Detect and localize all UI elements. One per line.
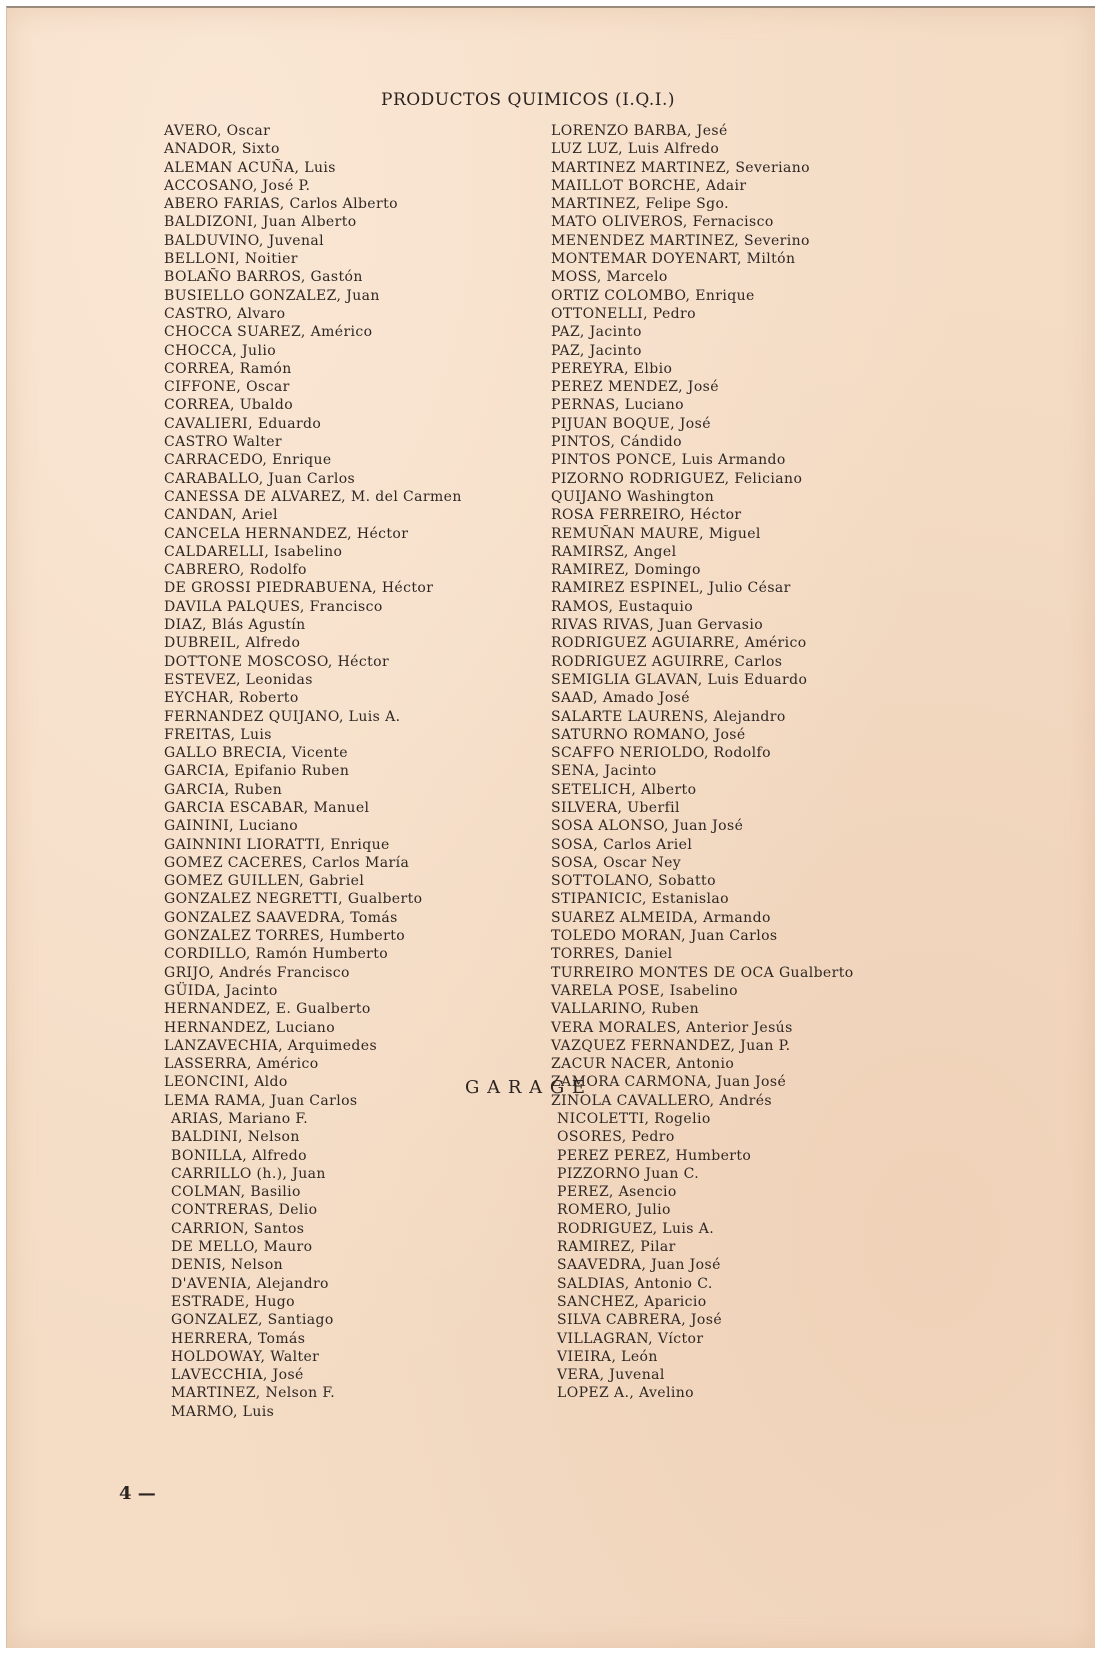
employee-name: MARTINEZ, Felipe Sgo. [551,196,729,213]
employee-name: BALDUVINO, Juvenal [164,232,325,249]
employee-name: BONILLA, Alfredo [171,1147,307,1164]
employee-name: QUIJANO Washington [551,488,715,505]
employee-name: BUSIELLO GONZALEZ, Juan [164,287,380,304]
employee-name: RODRIGUEZ, Luis A. [557,1220,715,1237]
employee-name: RODRIGUEZ AGUIRRE, Carlos [551,653,783,670]
employee-name: CHOCCA, Julio [164,342,277,359]
employee-name: FERNANDEZ QUIJANO, Luis A. [164,708,401,725]
employee-name: CONTRERAS, Delio [171,1202,318,1219]
employee-name: HERNANDEZ, E. Gualberto [164,1001,371,1018]
employee-name: CORREA, Ubaldo [164,397,294,414]
employee-name: BELLONI, Noitier [164,251,298,268]
document-page [6,6,1095,1648]
employee-name: OTTONELLI, Pedro [551,305,696,322]
employee-name: SCAFFO NERIOLDO, Rodolfo [551,745,771,762]
employee-name: DOTTONE MOSCOSO, Héctor [164,653,390,670]
employee-name: PEREZ PEREZ, Humberto [557,1147,752,1164]
employee-name: GONZALEZ TORRES, Humberto [164,928,406,945]
employee-name: CALDARELLI, Isabelino [164,543,343,560]
employee-name: MAILLOT BORCHE, Adair [551,177,747,194]
employee-name: PIJUAN BOQUE, José [551,415,711,432]
employee-name: ROMERO, Julio [557,1202,671,1219]
employee-name: PIZORNO RODRIGUEZ, Feliciano [551,470,803,487]
employee-name: RODRIGUEZ AGUIARRE, Américo [551,635,807,652]
employee-name: GAININI, Luciano [164,818,299,835]
employee-name: BALDIZONI, Juan Alberto [164,214,357,231]
employee-name: AVERO, Oscar [164,123,271,139]
employee-name: SALDIAS, Antonio C. [557,1275,713,1292]
employee-name: ALEMAN ACUÑA, Luis [164,159,336,176]
employee-name: GARCIA, Ruben [164,781,283,798]
employee-name: ABERO FARIAS, Carlos Alberto [164,196,398,213]
employee-name: CASTRO Walter [164,434,283,451]
employee-name: VARELA POSE, Isabelino [551,982,739,999]
employee-name: DE GROSSI PIEDRABUENA, Héctor [164,580,434,597]
employee-name: SAAD, Amado José [551,690,690,707]
employee-name: SOSA ALONSO, Juan José [551,818,744,835]
employee-name: REMUÑAN MAURE, Miguel [551,525,761,542]
productos-quimicos-left-column [164,122,462,1110]
productos-quimicos-right-column [551,122,854,1110]
employee-name: MARMO, Luis [171,1403,275,1420]
employee-name: GRIJO, Andrés Francisco [164,964,350,981]
employee-name: MOSS, Marcelo [551,269,668,286]
employee-name: PEREZ, Asencio [557,1184,677,1201]
employee-name: ZINOLA CAVALLERO, Andrés [551,1092,773,1109]
employee-name: VALLARINO, Ruben [551,1001,700,1018]
employee-name: PAZ, Jacinto [551,342,642,359]
employee-name: D'AVENIA, Alejandro [171,1275,329,1292]
employee-name: GONZALEZ NEGRETTI, Gualberto [164,891,423,908]
employee-name: DAVILA PALQUES, Francisco [164,598,383,615]
employee-name: MENENDEZ MARTINEZ, Severino [551,232,810,249]
employee-name: RAMIRSZ, Angel [551,543,677,560]
employee-name: LEONCINI, Aldo [164,1074,288,1091]
employee-name: CARRILLO (h.), Juan [171,1165,326,1182]
employee-name: HOLDOWAY, Walter [171,1348,320,1365]
employee-name: ESTRADE, Hugo [171,1293,295,1310]
employee-name: FREITAS, Luis [164,726,272,743]
page-number: 4 — [119,1483,156,1504]
employee-name: DENIS, Nelson [171,1257,284,1274]
employee-name: CASTRO, Alvaro [164,305,286,322]
employee-name: CANCELA HERNANDEZ, Héctor [164,525,409,542]
employee-name: CABRERO, Rodolfo [164,562,307,579]
employee-name: PIZZORNO Juan C. [557,1165,700,1182]
employee-name: HERNANDEZ, Luciano [164,1019,336,1036]
employee-name: TORRES, Daniel [551,946,673,963]
employee-name: SUAREZ ALMEIDA, Armando [551,909,771,926]
employee-name: MONTEMAR DOYENART, Miltón [551,251,796,268]
employee-name: MATO OLIVEROS, Fernacisco [551,214,774,231]
garage-left-column [171,1110,335,1421]
employee-name: PAZ, Jacinto [551,324,642,341]
employee-name: CARRION, Santos [171,1220,305,1237]
employee-name: PINTOS PONCE, Luis Armando [551,452,786,469]
employee-name: SAAVEDRA, Juan José [557,1257,721,1274]
employee-name: CANESSA DE ALVAREZ, M. del Carmen [164,488,462,505]
employee-name: ROSA FERREIRO, Héctor [551,507,742,524]
section-heading-garage: G A R A G E [465,1077,587,1098]
employee-name: TOLEDO MORAN, Juan Carlos [551,928,778,945]
employee-name: CARRACEDO, Enrique [164,452,332,469]
employee-name: BALDINI, Nelson [171,1129,300,1146]
employee-name: GALLO BRECIA, Vicente [164,745,348,762]
employee-name: ESTEVEZ, Leonidas [164,671,313,688]
employee-name: NICOLETTI, Rogelio [557,1111,711,1127]
employee-name: SENA, Jacinto [551,763,657,780]
employee-name: CHOCCA SUAREZ, Américo [164,324,373,341]
employee-name: VAZQUEZ FERNANDEZ, Juan P. [551,1037,791,1054]
employee-name: MARTINEZ MARTINEZ, Severiano [551,159,810,176]
employee-name: PEREZ MENDEZ, José [551,379,719,396]
garage-right-column [557,1110,751,1403]
employee-name: GÜIDA, Jacinto [164,982,278,999]
employee-name: RIVAS RIVAS, Juan Gervasio [551,617,764,634]
employee-name: SOSA, Carlos Ariel [551,836,693,853]
employee-name: SILVERA, Uberfil [551,799,680,816]
employee-name: PERNAS, Luciano [551,397,684,414]
employee-name: VILLAGRAN, Víctor [557,1330,704,1347]
employee-name: SATURNO ROMANO, José [551,726,746,743]
employee-name: HERRERA, Tomás [171,1330,306,1347]
employee-name: RAMIREZ ESPINEL, Julio César [551,580,791,597]
employee-name: ARIAS, Mariano F. [171,1111,309,1127]
employee-name: GARCIA, Epifanio Ruben [164,763,350,780]
employee-name: GONZALEZ SAAVEDRA, Tomás [164,909,398,926]
employee-name: SILVA CABRERA, José [557,1312,723,1329]
employee-name: LASSERRA, Américo [164,1056,319,1073]
employee-name: EYCHAR, Roberto [164,690,299,707]
employee-name: SOTTOLANO, Sobatto [551,873,716,890]
employee-name: LOPEZ A., Avelino [557,1385,694,1402]
employee-name: GOMEZ CACERES, Carlos María [164,854,410,871]
employee-name: SALARTE LAURENS, Alejandro [551,708,786,725]
employee-name: ACCOSANO, José P. [164,177,311,194]
employee-name: GARCIA ESCABAR, Manuel [164,799,370,816]
employee-name: TURREIRO MONTES DE OCA Gualberto [551,964,854,981]
employee-name: VERA MORALES, Anterior Jesús [551,1019,793,1036]
employee-name: VERA, Juvenal [557,1367,665,1384]
employee-name: RAMOS, Eustaquio [551,598,694,615]
employee-name: CANDAN, Ariel [164,507,278,524]
employee-name: DUBREIL, Alfredo [164,635,301,652]
employee-name: PINTOS, Cándido [551,434,682,451]
employee-name: CARABALLO, Juan Carlos [164,470,356,487]
employee-name: RAMIREZ, Pilar [557,1239,676,1256]
employee-name: CORREA, Ramón [164,360,292,377]
employee-name: CORDILLO, Ramón Humberto [164,946,389,963]
employee-name: DIAZ, Blás Agustín [164,617,306,634]
employee-name: SANCHEZ, Aparicio [557,1293,707,1310]
employee-name: ZACUR NACER, Antonio [551,1056,735,1073]
employee-name: LORENZO BARBA, Jesé [551,123,728,139]
employee-name: ORTIZ COLOMBO, Enrique [551,287,755,304]
employee-name: LAVECCHIA, José [171,1367,304,1384]
employee-name: SETELICH, Alberto [551,781,697,798]
employee-name: MARTINEZ, Nelson F. [171,1385,336,1402]
employee-name: CIFFONE, Oscar [164,379,290,396]
employee-name: ANADOR, Sixto [164,141,280,158]
section-heading-productos-quimicos: PRODUCTOS QUIMICOS (I.Q.I.) [381,90,676,110]
employee-name: CAVALIERI, Eduardo [164,415,322,432]
employee-name: LUZ LUZ, Luis Alfredo [551,141,720,158]
employee-name: SOSA, Oscar Ney [551,854,682,871]
employee-name: ZAMORA CARMONA, Juan José [551,1074,787,1091]
employee-name: STIPANICIC, Estanislao [551,891,729,908]
employee-name: DE MELLO, Mauro [171,1239,313,1256]
employee-name: OSORES, Pedro [557,1129,675,1146]
employee-name: GAINNINI LIORATTI, Enrique [164,836,390,853]
employee-name: PEREYRA, Elbio [551,360,673,377]
employee-name: LEMA RAMA, Juan Carlos [164,1092,358,1109]
employee-name: VIEIRA, León [557,1348,658,1365]
employee-name: COLMAN, Basilio [171,1184,301,1201]
employee-name: LANZAVECHIA, Arquimedes [164,1037,378,1054]
employee-name: BOLAÑO BARROS, Gastón [164,269,363,286]
employee-name: GOMEZ GUILLEN, Gabriel [164,873,365,890]
employee-name: SEMIGLIA GLAVAN, Luis Eduardo [551,671,808,688]
employee-name: GONZALEZ, Santiago [171,1312,334,1329]
employee-name: RAMIREZ, Domingo [551,562,701,579]
